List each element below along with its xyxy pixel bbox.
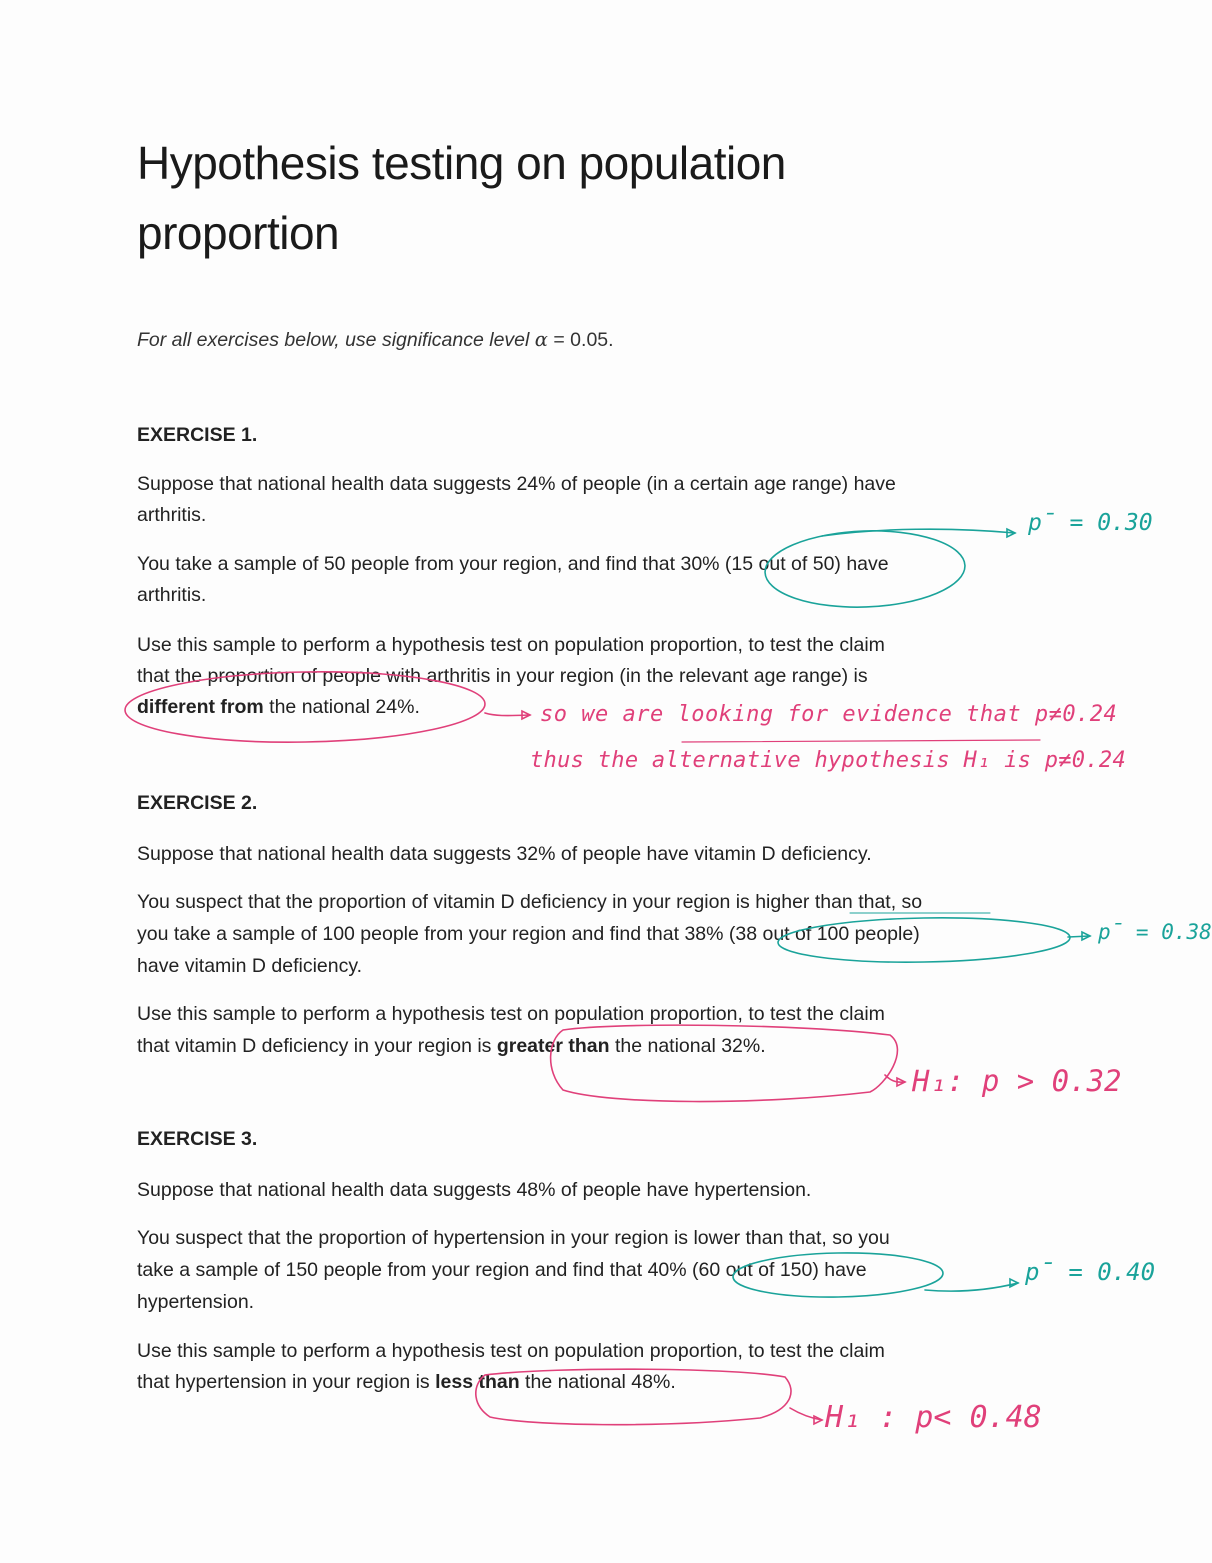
ex2-claim-circle: [551, 1025, 898, 1101]
page-title-line-2: proportion: [137, 207, 340, 259]
ex1-note-arrow: [485, 713, 530, 716]
ex2-claim-rest: the national 32%.: [609, 1035, 766, 1057]
ex1-p1-line1: Suppose that national health data suggests 24% of people (in a certain age range) have: [137, 473, 896, 495]
ex1-note-line1: so we are looking for evidence that p≠0.24: [540, 702, 1118, 727]
ex1-p3-line1: Use this sample to perform a hypothesis test on population proportion, to test the claim: [137, 634, 885, 656]
ex1-p2-line2: arthritis.: [137, 584, 207, 606]
ex1-note-underline: [682, 740, 1040, 742]
ex1-phat-annotation: p̄ = 0.30: [1028, 510, 1153, 536]
ex2-p2-line1: You suspect that the proportion of vitamin D deficiency in your region is higher than that, so: [137, 891, 923, 913]
ex1-sample-result: 30% (15 out of 50): [680, 553, 841, 575]
ex1-claim-circle: [124, 669, 485, 745]
ex3-sample-result: 40% (60 out of 150): [647, 1259, 819, 1281]
ex2-sample-result: 38% (38 out of 100 people): [684, 923, 920, 945]
intro-text: For all exercises below, use significance level: [137, 329, 535, 351]
ex3-p1: Suppose that national health data suggests 48% of people have hypertension.: [137, 1179, 812, 1201]
ex3-phat-annotation: p̄ = 0.40: [1025, 1258, 1156, 1286]
ex1-sample-circle: [764, 528, 967, 611]
ex3-p2-line3: hypertension.: [137, 1291, 255, 1313]
ex2-p2-text: you take a sample of 100 people from your region and find that: [137, 923, 685, 945]
ex2-sample-circle: [778, 915, 1071, 964]
ex1-p1-line2: arthritis.: [137, 504, 207, 526]
ex2-p2-line3: have vitamin D deficiency.: [137, 955, 363, 977]
ex3-claim-bold: less than: [435, 1371, 520, 1393]
ex3-p2-text-end: have: [818, 1259, 867, 1281]
page-title-line-1: Hypothesis testing on population: [137, 137, 786, 189]
ex1-p2-text-end: have: [840, 553, 889, 575]
ex1-claim-rest: the national 24%.: [263, 696, 420, 718]
ex2-p1: Suppose that national health data suggests 32% of people have vitamin D deficiency.: [137, 843, 872, 865]
ex1-p3-line2: that the proportion of people with arthritis in your region (in the relevant age range) is: [137, 665, 868, 687]
ex3-p2-text: take a sample of 150 people from your region and find that: [137, 1259, 648, 1281]
ex1-p2-text: You take a sample of 50 people from your region, and find that: [137, 553, 681, 575]
ex3-sample-circle: [733, 1251, 944, 1299]
ex1-claim-bold: different from: [137, 696, 264, 718]
ex3-phat-arrow: [925, 1283, 1018, 1291]
ex3-p2-line1: You suspect that the proportion of hypertension in your region is lower than that, so you: [137, 1227, 890, 1249]
ex3-claim-rest: the national 48%.: [519, 1371, 676, 1393]
ex1-note-line2: thus the alternative hypothesis H₁ is p≠0.24: [530, 748, 1126, 773]
alpha-value: = 0.05.: [553, 329, 614, 351]
ex3-h1-annotation: H₁ : p< 0.48: [825, 1400, 1042, 1435]
ex2-p3-line1: Use this sample to perform a hypothesis test on population proportion, to test the claim: [137, 1003, 885, 1025]
ex2-h1-annotation: H₁: p > 0.32: [912, 1064, 1122, 1098]
exercise-1-heading: EXERCISE 1.: [137, 424, 258, 446]
ex3-claim-text: that hypertension in your region is: [137, 1371, 436, 1393]
ex3-p3-line1: Use this sample to perform a hypothesis test on population proportion, to test the claim: [137, 1340, 885, 1362]
alpha-symbol: α: [534, 328, 548, 351]
ex2-claim-text: that vitamin D deficiency in your region is: [137, 1035, 497, 1057]
ex3-claim-circle: [476, 1369, 791, 1425]
ex2-phat-annotation: p̄ = 0.38: [1098, 920, 1212, 944]
exercise-3-heading: EXERCISE 3.: [137, 1128, 258, 1150]
exercise-2-heading: EXERCISE 2.: [137, 792, 258, 814]
ex2-claim-bold: greater than: [496, 1035, 610, 1057]
